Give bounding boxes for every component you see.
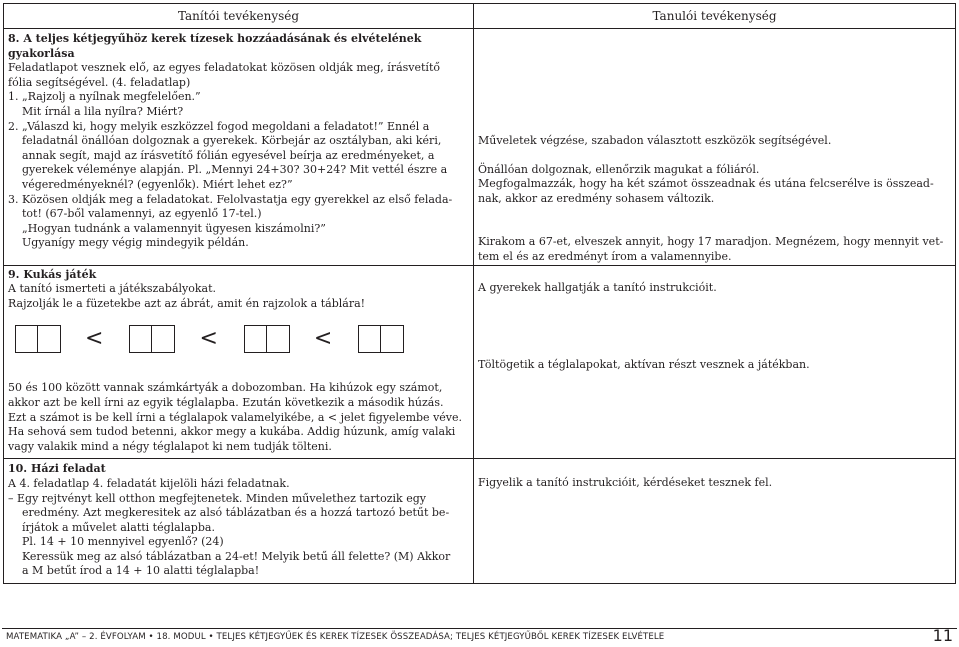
section-8-item-3-d: Ugyanígy megy végig mindegyik példán.: [22, 236, 249, 250]
section-8-student-2: Önállóan dolgoznak, ellenőrzik magukat a fóliáról.: [478, 162, 760, 176]
footer-rule: [2, 628, 957, 629]
section-9-row: [4, 265, 956, 459]
section-8-item-2-e: végeredményeknél? (egyenlők). Miért lehet ez?”: [22, 177, 293, 191]
section-9-student-2: Töltögetik a téglalapokat, aktívan részt vesznek a játékban.: [478, 358, 810, 372]
section-10-title: 10. Házi feladat: [8, 462, 106, 476]
page-footer: [0, 628, 959, 647]
section-10-line-3: eredmény. Azt megkeresitek az alsó táblázatban és a hozzá tartozó betűt be-: [22, 506, 450, 520]
section-8-student-1: Műveletek végzése, szabadon választott eszközök segítségével.: [478, 134, 832, 147]
section-8-student-3b: nak, akkor az eredmény sohasem változik.: [478, 191, 715, 205]
box-1-tens: [15, 325, 38, 353]
section-8-item-2-a: 2. „Válaszd ki, hogy melyik eszközzel fogod megoldani a feladatot!” Ennél a: [8, 119, 430, 133]
lesson-plan-table: [3, 3, 956, 584]
less-than-3: <: [313, 326, 333, 352]
section-10-line-5: Pl. 14 + 10 mennyivel egyenlő? (24): [22, 535, 224, 549]
box-4-ones: [381, 325, 404, 353]
section-10-student: [474, 459, 956, 584]
section-9-student-1: A gyerekek hallgatják a tanító instrukcióit.: [478, 280, 717, 294]
box-4-tens: [358, 325, 381, 353]
section-10-row: [4, 459, 956, 584]
section-9-para-4: Ha sehová sem tudod betenni, akkor megy a kukába. Addig húzunk, amíg valaki: [8, 425, 456, 439]
section-8-student-3a: Megfogalmazzák, hogy ha két számot összeadnak és utána felcserélve is összead-: [478, 177, 934, 191]
number-boxes-diagram: [8, 311, 469, 381]
section-9-student: [474, 265, 956, 459]
section-10-line-6: Keressük meg az alsó táblázatban a 24-et! Melyik betű áll felette? (M) Akkor: [22, 549, 451, 563]
section-8-item-3-a: 3. Közösen oldják meg a feladatokat. Felolvastatja egy gyerekkel az első felada-: [8, 192, 453, 206]
section-9-title: 9. Kukás játék: [8, 267, 97, 281]
box-3-tens: [244, 325, 267, 353]
section-9-para-1: 50 és 100 között vannak számkártyák a dobozomban. Ha kihúzok egy számot,: [8, 381, 443, 395]
section-10-teacher: [4, 459, 474, 584]
section-8-item-3-c: „Hogyan tudnánk a valamennyit ügyesen kiszámolni?”: [22, 221, 326, 235]
section-8-student-4a: Kirakom a 67-et, elveszek annyit, hogy 17 maradjon. Megnézem, hogy mennyit vet-: [478, 235, 944, 249]
section-8-item-2-d: gyerekek véleménye alapján. Pl. „Mennyi 24+30? 30+24? Mit vettél észre a: [22, 163, 448, 177]
section-8-item-1-b: Mit írnál a lila nyílra? Miért?: [22, 104, 184, 118]
header-row: [4, 4, 956, 29]
section-9-para-2: akkor azt be kell írni az egyik téglalapba. Ezután következik a második húzás.: [8, 395, 444, 409]
section-9-para-3: Ezt a számot is be kell írni a téglalapok valamelyikébe, a < jelet figyelembe véve.: [8, 410, 463, 424]
section-9-line-2: Rajzolják le a füzetekbe azt az ábrát, amit én rajzolok a táblára!: [8, 296, 366, 310]
footer-running-title: MATEMATIKA „A” – 2. ÉVFOLYAM • 18. MODUL • TELJES KÉTJEGYŰEK ÉS KEREK TÍZESEK ÖSSZEADÁSA; TELJES KÉTJEGYŰBŐL KEREK TÍZESEK ELVÉTELE: [6, 632, 665, 642]
section-10-line-1: A 4. feladatlap 4. feladatát kijelöli házi feladatnak.: [8, 476, 290, 490]
section-9-line-1: A tanító ismerteti a játékszabályokat.: [8, 282, 217, 296]
section-9-para-5: vagy valakik mind a négy téglalapot ki nem tudják tölteni.: [8, 439, 332, 453]
section-10-line-4: írjátok a művelet alatti téglalapba.: [22, 520, 215, 534]
page-number: 11: [932, 626, 953, 645]
section-8-row: [4, 29, 956, 266]
section-8-student-4b: tem el és az eredményt írom a valamennyibe.: [478, 249, 732, 263]
less-than-1: <: [85, 326, 104, 352]
section-8-item-1-a: 1. „Rajzolj a nyílnak megfelelően.”: [8, 90, 201, 104]
box-2-tens: [129, 325, 152, 353]
box-3-ones: [267, 325, 290, 353]
section-8-teacher: [4, 29, 474, 266]
section-8-item-2-b: feladatnál önállóan dolgoznak a gyerekek. Körbejár az osztályban, aki kéri,: [22, 134, 442, 148]
less-than-2: <: [199, 326, 218, 352]
section-8-title: 8. A teljes kétjegyűhöz kerek tízesek hozzáadásának és elvételének gyakorlása: [8, 32, 422, 60]
box-2-ones: [152, 325, 175, 353]
section-10-line-7: a M betűt írod a 14 + 10 alatti téglalapba!: [22, 564, 260, 578]
teacher-activity-header: Tanítói tevékenység: [4, 4, 474, 29]
section-10-student-1: Figyelik a tanító instrukcióit, kérdéseket tesznek fel.: [478, 476, 773, 490]
section-8-intro-1: Feladatlapot vesznek elő, az egyes feladatokat közösen oldják meg, írásvetítő: [8, 61, 440, 75]
section-10-line-2: – Egy rejtvényt kell otthon megfejtenetek. Minden művelethez tartozik egy: [8, 491, 426, 505]
box-1-ones: [38, 325, 61, 353]
section-8-item-3-b: tot! (67-ből valamennyi, az egyenlő 17-tel.): [22, 207, 262, 221]
section-8-student: [474, 29, 956, 266]
student-activity-header: Tanulói tevékenység: [474, 4, 956, 29]
section-8-item-2-c: annak segít, majd az írásvetítő fólián egyesével beírja az eredményeket, a: [22, 148, 435, 162]
section-8-intro-2: fólia segítségével. (4. feladatlap): [8, 75, 191, 89]
section-9-teacher: [4, 265, 474, 459]
